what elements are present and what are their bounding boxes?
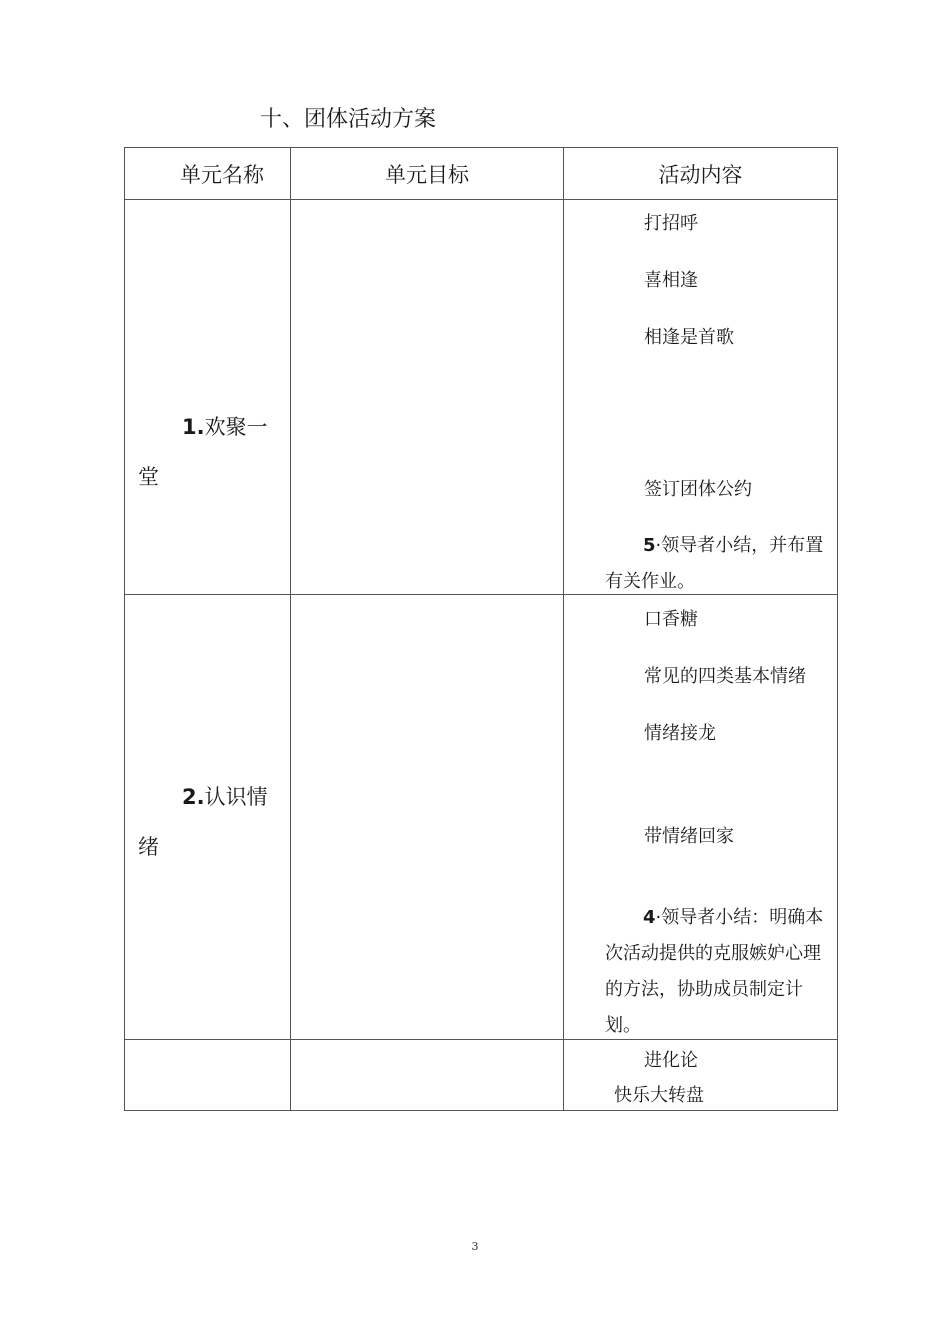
activity-item: 打招呼 (644, 213, 698, 234)
page-number: 3 (471, 1240, 479, 1253)
leader-summary: 5·领导者小结，并布置有关作业。 (605, 535, 824, 592)
unit-name-cell (125, 1040, 291, 1111)
activity-item: 常见的四类基本情绪 (644, 666, 806, 687)
unit-name-cell (125, 200, 291, 595)
activity-item: 带情绪回家 (644, 826, 734, 847)
unit-goal-cell (291, 595, 564, 1040)
leader-summary: 4·领导者小结：明确本次活动提供的克服嫉妒心理的方法，协助成员制定计划。 (605, 907, 824, 1036)
header-unit-name: 单元名称 (125, 148, 291, 200)
table-row (125, 200, 838, 595)
header-unit-goal: 单元目标 (291, 148, 564, 200)
unit-goal-cell (291, 200, 564, 595)
activity-content-cell (564, 595, 838, 1040)
activity-content-cell (564, 1040, 838, 1111)
activity-item: 口香糖 (644, 609, 698, 630)
table-row (125, 595, 838, 1040)
table-row (125, 1040, 838, 1111)
activity-plan-table (124, 147, 838, 1111)
activity-item: 快乐大转盘 (614, 1085, 704, 1106)
header-activity-content: 活动内容 (564, 148, 838, 200)
activity-item: 签订团体公约 (644, 479, 752, 500)
activity-content-cell (564, 200, 838, 595)
section-heading: 十、团体活动方案 (260, 107, 437, 132)
unit-name: 1.欢聚一 堂 (138, 415, 268, 489)
activity-item: 进化论 (644, 1050, 698, 1071)
unit-goal-cell (291, 1040, 564, 1111)
activity-item: 情绪接龙 (644, 723, 716, 744)
activity-item: 喜相逢 (644, 270, 698, 291)
table-header-row (125, 148, 838, 200)
unit-name: 2.认识情 绪 (138, 785, 268, 859)
unit-name-cell (125, 595, 291, 1040)
activity-item: 相逢是首歌 (644, 327, 734, 348)
